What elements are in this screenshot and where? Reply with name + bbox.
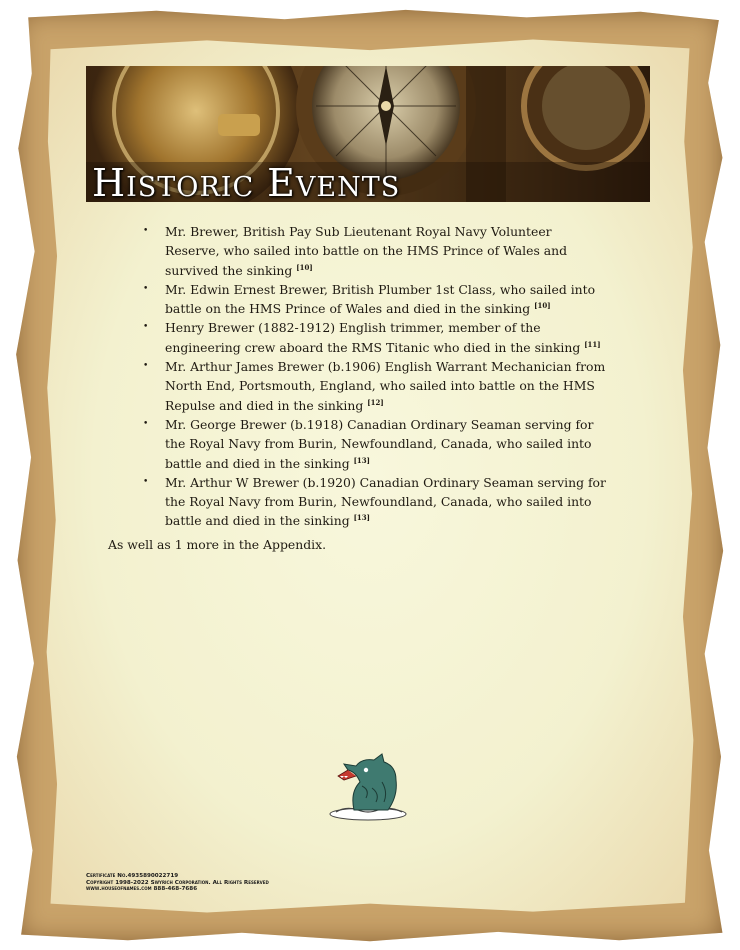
footnote-ref: [10] [296,262,313,272]
footnote-ref: [13] [353,513,370,523]
event-text: Henry Brewer (1882-1912) English trimmer, member of the engineering crew aboard the RMS Titanic who died in the sinking [165,320,581,355]
list-item [140,473,606,531]
page-title: Historic Events [92,161,401,202]
footnote-ref: [13] [353,455,370,465]
event-text: Mr. Arthur W Brewer (b.1920) Canadian Ordinary Seaman serving for the Royal Navy from Burin, Newfoundland, Canada, who sailed into battle and died in the sinking [165,474,606,529]
certificate-number: Certificate No.4935890022719 [86,873,179,879]
historic-events-list [140,222,606,531]
copyright-notice: Copyright 1998-2022 Swyrich Corporation. All Rights Reserved [86,879,269,886]
list-item [140,318,606,357]
list-item [140,415,606,473]
crest-icon [326,752,410,822]
footnote-ref: [10] [534,301,551,311]
list-item [140,222,606,280]
event-text: Mr. Arthur James Brewer (b.1906) English Warrant Mechanician from North End, Portsmouth, England, who sailed into battle on the HMS Repulse and died in the sinking [165,359,606,413]
footer [86,873,269,893]
header-banner [86,66,650,202]
list-item [140,357,606,415]
website-contact: www.houseofnames.com 888-468-7686 [86,886,198,893]
event-text: Mr. Edwin Ernest Brewer, British Plumber 1st Class, who sailed into battle on the HMS Prince of Wales and died in the sinking [165,281,596,317]
footnote-ref: [11] [584,339,601,349]
event-text: Mr. Brewer, British Pay Sub Lieutenant Royal Navy Volunteer Reserve, who sailed into battle on the HMS Prince of Wales and survived the sinking [165,224,568,278]
appendix-note: As well as 1 more in the Appendix. [108,537,327,552]
footnote-ref: [12] [367,397,384,407]
list-item [140,280,606,319]
event-text: Mr. George Brewer (b.1918) Canadian Ordinary Seaman serving for the Royal Navy from Burin, Newfoundland, Canada, who sailed into battle and died in the sinking [165,416,594,471]
